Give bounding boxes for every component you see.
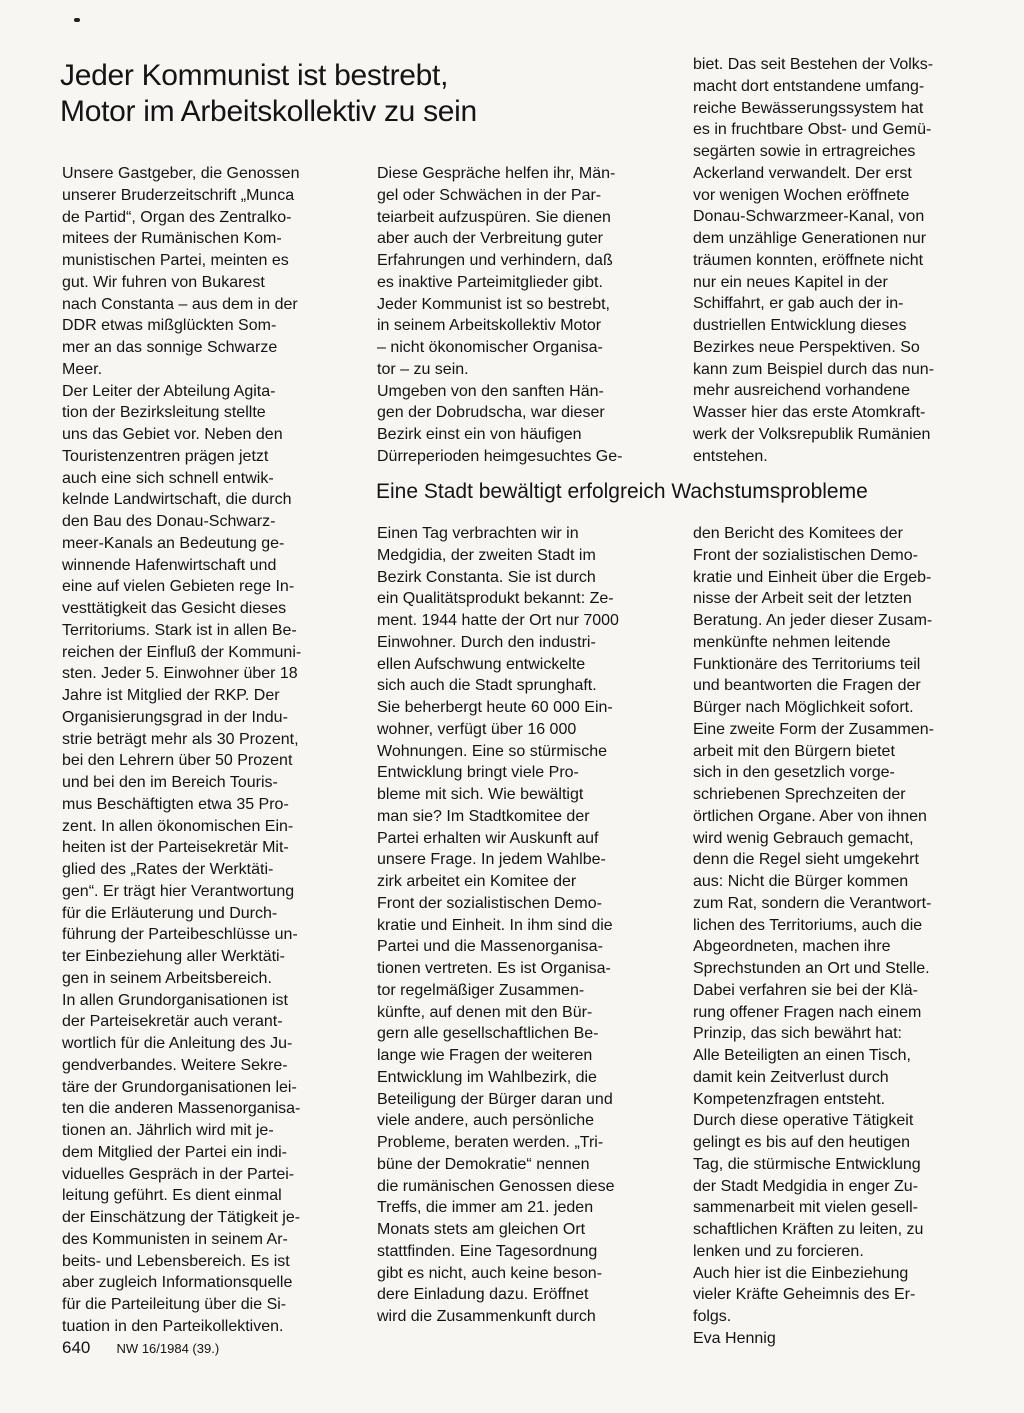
text-line: auch eine sich schnell entwik-	[62, 469, 274, 487]
text-line: de Partid“, Organ des Zentralko-	[62, 208, 292, 226]
issue-reference: NW 16/1984 (39.)	[116, 1341, 220, 1356]
text-line: sten. Jeder 5. Einwohner über 18	[62, 665, 298, 683]
text-line: lichen des Territoriums, auch die	[693, 916, 923, 934]
headline-line-2: Motor im Arbeitskollektiv zu sein	[60, 95, 477, 128]
text-line: und bei den im Bereich Touris-	[62, 774, 278, 791]
text-line: Der Leiter der Abteilung Agita-	[62, 382, 276, 400]
text-line: mus Beschäftigten etwa 35 Pro-	[62, 795, 289, 813]
text-line: und beantworten die Fragen der	[693, 677, 921, 695]
text-line: rung offener Fragen nach einem	[693, 1003, 922, 1021]
text-line: lange wie Fragen der weiteren	[377, 1047, 593, 1064]
text-line: büne der Demokratie“ nennen	[377, 1155, 590, 1173]
text-column-3	[693, 54, 983, 467]
text-line: Monats stets am gleichen Ort	[377, 1221, 586, 1238]
text-line: winnende Hafenwirtschaft und	[62, 556, 277, 574]
text-line: Einen Tag verbrachten wir in	[377, 525, 579, 542]
text-line: träumen konnten, eröffnete nicht	[693, 251, 924, 269]
text-line: mehr ausreichend vorhandene	[693, 382, 911, 400]
text-line: Unsere Gastgeber, die Genossen	[62, 165, 300, 182]
text-line: glied des „Rates der Werktäti-	[62, 861, 274, 878]
text-line: aus: Nicht die Bürger kommen	[693, 873, 909, 890]
text-line: Meer.	[62, 360, 103, 378]
text-line: Jahre ist Mitglied der RKP. Der	[62, 687, 280, 704]
text-line: ter Einbeziehung aller Werktäti-	[62, 948, 285, 965]
text-line: Territoriums. Stark ist in allen Be-	[62, 621, 297, 639]
text-line: schriebenen Sprechzeiten der	[693, 786, 906, 803]
text-line: für die Erläuterung und Durch-	[62, 904, 278, 922]
text-line: dere Einladung dazu. Eröffnet	[377, 1286, 589, 1304]
text-line: heiten ist der Parteisekretär Mit-	[62, 839, 289, 857]
text-line: zent. In allen ökonomischen Ein-	[62, 817, 294, 835]
text-line: tion der Bezirksleitung stellte	[62, 404, 266, 422]
text-line: Bezirk einst ein von häufigen	[377, 426, 582, 443]
text-column-4	[377, 523, 662, 1328]
text-line: teiarbeit aufzuspüren. Sie dienen	[377, 208, 611, 226]
text-line: der Parteisekretär auch verant-	[62, 1013, 283, 1031]
text-line: Front der sozialistischen Demo-	[377, 894, 602, 912]
text-line: reiche Bewässerungssystem hat	[693, 99, 924, 117]
text-line: gut. Wir fuhren von Bukarest	[62, 273, 265, 291]
text-line: Touristenzentren prägen jetzt	[62, 447, 269, 465]
headline-line-1: Jeder Kommunist ist bestrebt,	[60, 59, 449, 92]
page-number: 640	[62, 1338, 91, 1357]
text-line: Tag, die stürmische Entwicklung	[693, 1155, 921, 1173]
text-column-2	[377, 163, 662, 468]
text-line: tuation in den Parteikollektiven.	[62, 1317, 284, 1335]
text-line: gen der Dobrudscha, war dieser	[377, 404, 605, 422]
text-line: Ackerland verwandelt. Der erst	[693, 164, 912, 182]
text-line: wortlich für die Anleitung des Ju-	[62, 1035, 293, 1052]
text-line: in seinem Arbeitskollektiv Motor	[377, 317, 602, 335]
text-line: viduelles Gespräch in der Partei-	[62, 1165, 295, 1183]
text-line: örtlichen Organe. Aber von ihnen	[693, 807, 927, 825]
text-line: Alle Beteiligten an einen Tisch,	[693, 1047, 911, 1064]
text-line: nach Constanta – aus dem in der	[62, 295, 298, 313]
text-line: Erfahrungen und verhindern, daß	[377, 252, 613, 269]
text-line: künfte, auf denen mit den Bür-	[377, 1003, 593, 1021]
text-line: gel oder Schwächen in der Par-	[377, 186, 602, 204]
page-footer	[62, 1338, 219, 1358]
text-line: Sprechstunden an Ort und Stelle.	[693, 960, 930, 977]
text-line: Wohnungen. Eine so stürmische	[377, 742, 608, 760]
text-line: mer an das sonnige Schwarze	[62, 339, 278, 356]
text-line: dem unzählige Generationen nur	[693, 230, 927, 247]
text-line: zum Rat, sondern die Verantwort-	[693, 894, 932, 912]
text-line: vieler Kräfte Geheimnis des Er-	[693, 1286, 916, 1304]
text-line: menkünfte nehmen leitende	[693, 633, 891, 651]
text-line: man sie? Im Stadtkomitee der	[377, 807, 590, 825]
text-line: tor regelmäßiger Zusammen-	[377, 981, 585, 999]
text-line: arbeit mit den Bürgern bietet	[693, 742, 895, 760]
text-line: wohner, verfügt über 16 000	[377, 720, 577, 738]
paragraph	[62, 381, 350, 990]
text-line: In allen Grundorganisationen ist	[62, 991, 288, 1009]
text-line: mitees der Rumänischen Kom-	[62, 230, 282, 248]
text-line: aber zugleich Informationsquelle	[62, 1274, 293, 1292]
paragraph	[62, 163, 350, 381]
paragraph	[693, 523, 983, 719]
text-line: vesttätigkeit das Gesicht dieses	[62, 600, 287, 617]
text-line: Partei erhalten wir Auskunft auf	[377, 829, 599, 847]
text-line: Beteiligung der Bürger daran und	[377, 1090, 613, 1108]
text-column-5	[693, 523, 983, 1350]
text-line: kelnde Landwirtschaft, die durch	[62, 491, 292, 509]
text-line: gen in seinem Arbeitsbereich.	[62, 969, 272, 987]
text-line: segärten sowie in ertragreiches	[693, 143, 916, 160]
text-line: den Bericht des Komitees der	[693, 525, 903, 542]
text-line: zirk arbeitet ein Komitee der	[377, 873, 577, 890]
text-line: Front der sozialistischen Demo-	[693, 546, 918, 564]
text-line: kratie und Einheit über die Ergeb-	[693, 568, 932, 586]
text-line: Wasser hier das erste Atomkraft-	[693, 404, 926, 421]
author-signature: Eva Hennig	[693, 1329, 776, 1347]
text-line: folgs.	[693, 1308, 732, 1325]
text-line: macht dort entstandene umfang-	[693, 77, 925, 95]
text-line: Entwicklung im Wahlbezirk, die	[377, 1068, 597, 1086]
text-line: gibt es nicht, auch keine beson-	[377, 1264, 603, 1282]
text-line: bei den Lehrern über 50 Prozent	[62, 752, 293, 770]
text-line: Bezirk Constanta. Sie ist durch	[377, 568, 596, 586]
text-line: nur ein neues Kapitel in der	[693, 273, 888, 291]
text-line: wird die Zusammenkunft durch	[377, 1308, 596, 1325]
text-line: – nicht ökonomischer Organisa-	[377, 339, 603, 356]
text-line: munistischen Partei, meinten es	[62, 252, 289, 269]
text-line: damit kein Zeitverlust durch	[693, 1068, 889, 1086]
text-line: Durch diese operative Tätigkeit	[693, 1112, 914, 1130]
text-line: reichen der Einfluß der Kommuni-	[62, 643, 302, 661]
text-line: der Einschätzung der Tätigkeit je-	[62, 1209, 301, 1226]
text-line: es in fruchtbare Obst- und Gemü-	[693, 121, 932, 139]
text-line: Diese Gespräche helfen ihr, Män-	[377, 165, 616, 182]
text-line: Eine zweite Form der Zusammen-	[693, 720, 934, 738]
text-line: Sie beherbergt heute 60 000 Ein-	[377, 699, 613, 716]
text-line: stattfinden. Eine Tagesordnung	[377, 1242, 598, 1260]
text-line: Funktionäre des Territoriums teil	[693, 655, 921, 673]
text-line: den Bau des Donau-Schwarz-	[62, 513, 276, 530]
section-subheading: Eine Stadt bewältigt erfolgreich Wachstumsprobleme	[376, 480, 868, 503]
text-line: meer-Kanals an Bedeutung ge-	[62, 534, 285, 552]
text-line: gendverbandes. Weitere Sekre-	[62, 1056, 288, 1074]
text-line: ein Qualitätsprodukt bekannt: Ze-	[377, 590, 614, 608]
paragraph	[693, 719, 983, 1263]
text-line: Bezirkes neue Perspektiven. So	[693, 338, 920, 356]
text-line: wird wenig Gebrauch gemacht,	[693, 829, 914, 847]
text-line: leitung geführt. Es dient einmal	[62, 1187, 282, 1205]
text-line: sammenarbeit mit vielen gesell-	[693, 1199, 918, 1217]
paragraph	[377, 381, 662, 468]
text-line: tionen an. Jährlich wird mit je-	[62, 1122, 274, 1139]
text-line: tionen vertreten. Es ist Organisa-	[377, 960, 611, 977]
text-line: denn die Regel sieht umgekehrt	[693, 851, 919, 869]
text-line: entstehen.	[693, 447, 768, 465]
text-line: Probleme, beraten werden. „Tri-	[377, 1134, 604, 1151]
paragraph	[693, 1263, 983, 1328]
text-line: Dürreperioden heimgesuchtes Ge-	[377, 447, 623, 465]
text-line: Schiffahrt, er gab auch der in-	[693, 295, 904, 313]
text-line: DDR etwas mißglückten Som-	[62, 317, 277, 335]
text-line: vor wenigen Wochen eröffnete	[693, 186, 910, 204]
text-line: Umgeben von den sanften Hän-	[377, 382, 604, 400]
text-line: strie beträgt mehr als 30 Prozent,	[62, 730, 299, 748]
text-line: Auch hier ist die Einbeziehung	[693, 1264, 909, 1282]
text-line: eine auf vielen Gebieten rege In-	[62, 578, 295, 596]
text-line: viele andere, auch persönliche	[377, 1112, 595, 1130]
paragraph	[377, 163, 662, 381]
text-line: tor – zu sein.	[377, 360, 469, 378]
paragraph	[693, 54, 983, 467]
text-line: Partei und die Massenorganisa-	[377, 938, 603, 956]
text-line: nisse der Arbeit seit der letzten	[693, 590, 912, 608]
text-line: biet. Das seit Bestehen der Volks-	[693, 56, 934, 73]
text-line: unserer Bruderzeitschrift „Munca	[62, 186, 295, 204]
article-headline	[60, 58, 620, 130]
text-line: werk der Volksrepublik Rumänien	[693, 425, 931, 443]
text-line: gern alle gesellschaftlichen Be-	[377, 1025, 599, 1043]
text-line: kratie und Einheit. In ihm sind die	[377, 916, 613, 934]
text-line: gen“. Er trägt hier Verantwortung	[62, 882, 295, 900]
text-line: Abgeordneten, machen ihre	[693, 938, 891, 956]
text-line: Kompetenzfragen entsteht.	[693, 1090, 886, 1108]
text-line: bleme mit sich. Wie bewältigt	[377, 786, 584, 803]
text-line: Jeder Kommunist ist so bestrebt,	[377, 295, 610, 313]
text-line: Entwicklung bringt viele Pro-	[377, 764, 579, 782]
text-line: Organisierungsgrad in der Indu-	[62, 708, 288, 726]
text-line: sich in den gesetzlich vorge-	[693, 764, 895, 782]
text-line: gelingt es bis auf den heutigen	[693, 1134, 911, 1151]
text-column-1	[62, 163, 350, 1338]
text-line: unsere Frage. In jedem Wahlbe-	[377, 851, 606, 869]
text-line: beits- und Lebensbereich. Es ist	[62, 1252, 290, 1270]
text-line: Prinzip, das sich bewährt hat:	[693, 1025, 902, 1043]
text-line: schaftlichen Kräften zu leiten, zu	[693, 1221, 924, 1238]
text-line: ellen Aufschwung entwickelte	[377, 655, 586, 673]
text-line: uns das Gebiet vor. Neben den	[62, 426, 283, 443]
text-line: ment. 1944 hatte der Ort nur 7000	[377, 612, 619, 629]
text-line: die rumänischen Genossen diese	[377, 1177, 615, 1195]
text-line: Dabei verfahren sie bei der Klä-	[693, 981, 919, 999]
text-line: sich auch die Stadt sprunghaft.	[377, 677, 597, 695]
text-line: führung der Parteibeschlüsse un-	[62, 926, 298, 944]
print-mark	[74, 18, 80, 22]
text-line: Medgidia, der zweiten Stadt im	[377, 546, 596, 564]
text-line: lenken und zu forcieren.	[693, 1242, 864, 1260]
text-line: Bürger nach Möglichkeit sofort.	[693, 699, 914, 716]
text-line: Donau-Schwarzmeer-Kanal, von	[693, 208, 925, 226]
paragraph	[62, 990, 350, 1338]
text-line: dustriellen Entwicklung dieses	[693, 317, 907, 334]
text-line: kann zum Beispiel durch das nun-	[693, 360, 935, 378]
text-line: der Stadt Medgidia in enger Zu-	[693, 1177, 919, 1195]
text-line: Einwohner. Durch den industri-	[377, 633, 596, 651]
text-line: ten die anderen Massenorganisa-	[62, 1100, 301, 1118]
text-line: dem Mitglied der Partei ein indi-	[62, 1143, 287, 1161]
text-line: täre der Grundorganisationen lei-	[62, 1078, 297, 1096]
text-line: Beratung. An jeder dieser Zusam-	[693, 612, 933, 629]
text-line: aber auch der Verbreitung guter	[377, 230, 603, 248]
text-line: für die Parteileitung über die Si-	[62, 1296, 287, 1313]
paragraph	[377, 523, 662, 1328]
text-line: des Kommunisten in seinem Ar-	[62, 1230, 288, 1248]
text-line: Treffs, die immer am 21. jeden	[377, 1199, 594, 1217]
text-line: es inaktive Parteimitglieder gibt.	[377, 273, 603, 291]
